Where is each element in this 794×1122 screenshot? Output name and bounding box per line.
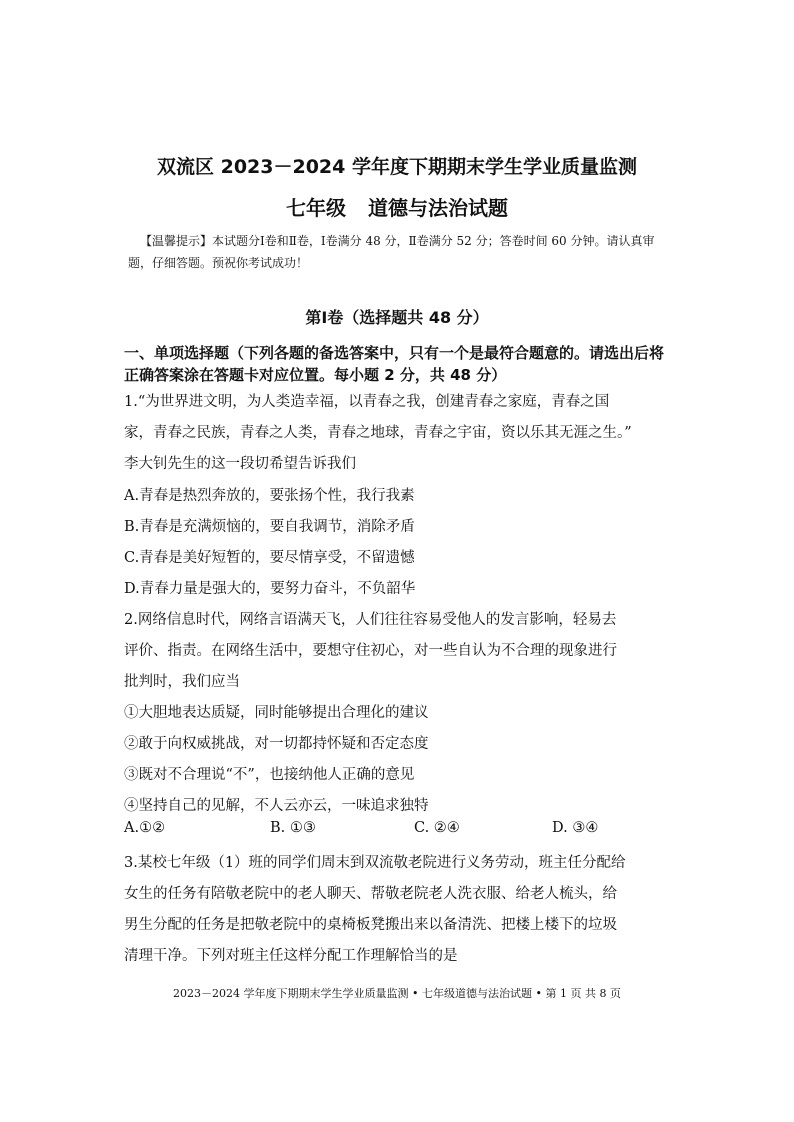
q1-option-a: A.青春是热烈奔放的，要张扬个性，我行我素	[124, 488, 415, 504]
q1-line-2: 家，青春之民族，青春之人类，青春之地球，青春之宇宙，资以乐其无涯之生。”	[124, 425, 632, 441]
q2-statement-3: ③既对不合理说“不”，也接纳他人正确的意见	[124, 767, 415, 783]
section-title: 第Ⅰ卷（选择题共 48 分）	[305, 308, 489, 327]
page-footer: 2023－2024 学年度下期期末学生学业质量监测 • 七年级道德与法治试题 • 第 1 页 共 8 页	[173, 987, 621, 1000]
q2-option-d: D. ③④	[552, 820, 599, 836]
q2-option-a: A.①②	[124, 820, 166, 836]
q2-option-b: B. ①③	[270, 820, 316, 836]
q3-line-1: 3.某校七年级（1）班的同学们周末到双流敬老院进行义务劳动，班主任分配给	[124, 855, 626, 871]
q2-statement-2: ②敢于向权威挑战，对一切都持怀疑和否定态度	[124, 736, 429, 752]
q2-option-c: C. ②④	[414, 820, 460, 836]
q1-option-b: B.青春是充满烦恼的，要自我调节，消除矛盾	[124, 519, 415, 535]
q1-line-3: 李大钊先生的这一段切希望告诉我们	[124, 456, 356, 472]
q3-line-3: 男生分配的任务是把敬老院中的桌椅板凳搬出来以备清洗、把楼上楼下的垃圾	[124, 917, 617, 933]
q2-line-3: 批判时，我们应当	[124, 674, 240, 690]
exam-subtitle	[0, 192, 794, 221]
subject-label: 道德与法治试题	[368, 196, 508, 220]
warm-tip: 【温馨提示】本试题分Ⅰ卷和Ⅱ卷，Ⅰ卷满分 48 分，Ⅱ卷满分 52 分；答卷时间 60 分钟。请认真审题，仔细答题。预祝你考试成功！	[128, 234, 655, 270]
q2-statement-1: ①大胆地表达质疑，同时能够提出合理化的建议	[124, 705, 429, 721]
q1-option-d: D.青春力量是强大的，要努力奋斗，不负韶华	[124, 581, 416, 597]
exam-title: 双流区 2023－2024 学年度下期期末学生学业质量监测	[157, 156, 637, 178]
q3-line-4: 清理干净。下列对班主任这样分配工作理解恰当的是	[124, 948, 458, 964]
section-heading: 一、单项选择题（下列各题的备选答案中，只有一个是最符合题意的。请选出后将正确答案涂在答题卡对应位置。每小题 2 分，共 48 分）	[124, 344, 665, 384]
grade-label: 七年级	[286, 196, 346, 220]
q2-line-2: 评价、指责。在网络生活中，要想守住初心，对一些自认为不合理的现象进行	[124, 643, 617, 659]
q1-option-c: C.青春是美好短暂的，要尽情享受，不留遗憾	[124, 550, 415, 566]
q2-line-1: 2.网络信息时代，网络言语满天飞，人们往往容易受他人的发言影响，轻易去	[124, 612, 617, 628]
q2-statement-4: ④坚持自己的见解，不人云亦云，一味追求独特	[124, 798, 429, 814]
q1-line-1: 1.“为世界进文明，为人类造幸福，以青春之我，创建青春之家庭，青春之国	[124, 394, 610, 410]
q3-line-2: 女生的任务有陪敬老院中的老人聊天、帮敬老院老人洗衣服、给老人梳头，给	[124, 886, 617, 902]
q2-options	[124, 820, 684, 836]
